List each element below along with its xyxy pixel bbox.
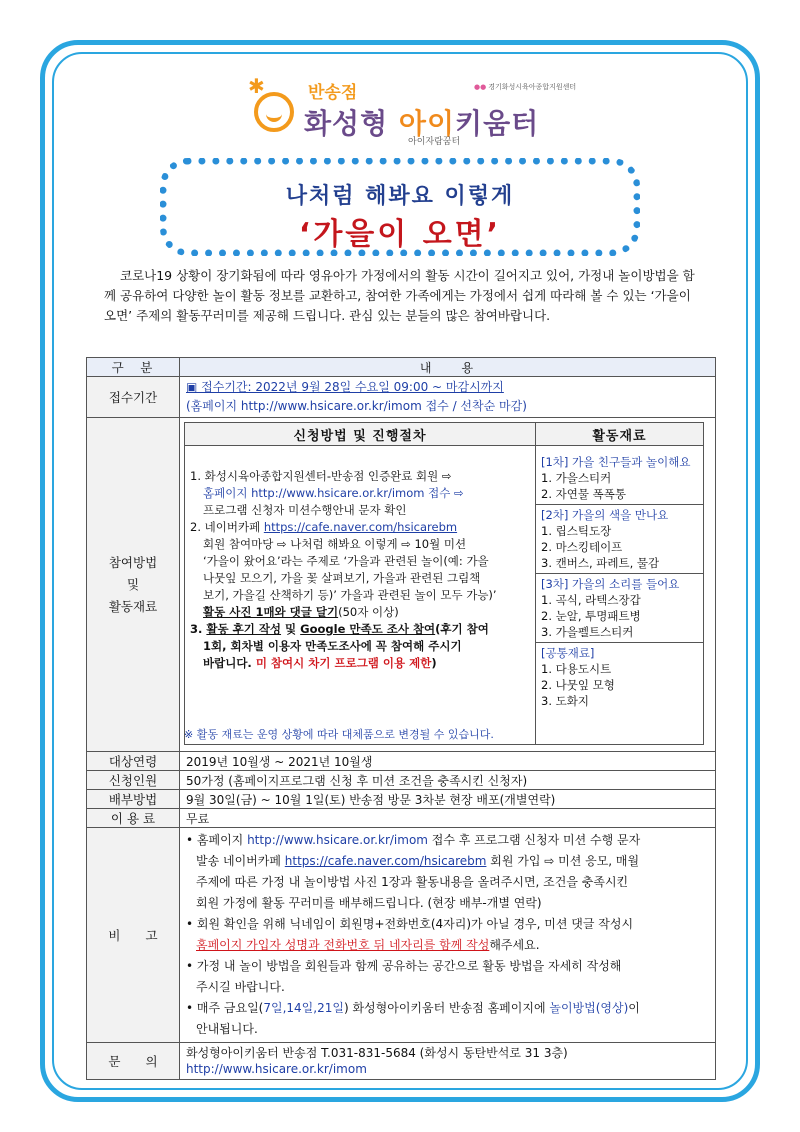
procedure-header: 신청방법 및 진행절차	[185, 423, 536, 446]
materials-header: 활동재료	[536, 423, 704, 446]
info-table	[86, 357, 716, 1080]
materials-section-common: [공통재료] 1. 다용도시트 2. 나뭇잎 모형 3. 도화지	[541, 646, 615, 708]
smile-icon	[254, 92, 294, 132]
age-value: 2019년 10월생 ~ 2021년 10월생	[180, 752, 716, 771]
reception-content	[180, 377, 716, 418]
reception-line2: (홈페이지 http://www.hsicare.or.kr/imom 접수 / 선착순 마감)	[186, 399, 527, 413]
title-box	[160, 158, 640, 256]
table-header-row	[87, 358, 716, 377]
title-line1: 나처럼 해봐요 이렇게	[285, 184, 515, 209]
participation-content	[180, 418, 716, 752]
age-label: 대상연령	[87, 752, 180, 771]
fee-label: 이 용 료	[87, 809, 180, 828]
remarks-label: 비 고	[87, 828, 180, 1043]
distribution-value: 9월 30일(금) ~ 10월 1일(토) 반송점 방문 3차분 현장 배포(개별연락)	[180, 790, 716, 809]
materials-section-2: [2차] 가을의 색을 만나요 1. 립스틱도장 2. 마스킹테이프 3. 캔버스, 파레트, 물감	[536, 505, 703, 574]
people-value: 50가정 (홈페이지프로그램 신청 후 미션 조건을 충족시킨 신청자)	[180, 771, 716, 790]
materials-section-3: [3차] 가을의 소리를 들어요 1. 곡식, 라텍스장갑 2. 눈알, 투명패트병 3. 가을펠트스티커	[536, 574, 703, 643]
row-contact	[87, 1043, 716, 1080]
title-line2: ‘가을이 오면’	[298, 217, 502, 252]
remarks-cafe-link[interactable]: https://cafe.naver.com/hsicarebm	[284, 854, 487, 868]
participation-label: 참여방법 및 활동재료	[87, 418, 180, 752]
logo-name: 화성형 아이키움터	[304, 107, 540, 140]
row-fee	[87, 809, 716, 828]
fee-value: 무료	[180, 809, 716, 828]
header-label: 구 분	[87, 358, 180, 377]
distribution-label: 배부방법	[87, 790, 180, 809]
contact-label: 문 의	[87, 1043, 180, 1080]
center-logo	[248, 74, 577, 148]
row-remarks	[87, 828, 716, 1043]
reception-line1: ▣ 접수기간: 2022년 9월 28일 수요일 09:00 ~ 마감시까지	[186, 380, 504, 394]
materials-section-1: [1차] 가을 친구들과 놀이해요 1. 가을스티커 2. 자연물 폭폭통	[536, 446, 703, 505]
materials-cell	[536, 446, 704, 745]
cafe-link[interactable]: https://cafe.naver.com/hsicarebm	[263, 520, 458, 534]
materials-note: ※ 활동 재료는 운영 상황에 따라 대체품으로 변경될 수 있습니다.	[184, 728, 494, 741]
row-people	[87, 771, 716, 790]
intro-paragraph: 코로나19 상황이 장기화됨에 따라 영유아가 가정에서의 활동 시간이 길어지고 있어, 가정내 놀이방법을 함께 공유하여 다양한 놀이 활동 정보를 교환하고, 참여한 가족에게는 가정에서 쉽게 따라해 볼 수 있는 ‘가을이 오면’ 주제의 활동꾸러미를 제공해 드립니다. 관심 있는 분들의 많은 참여바랍니다.	[104, 268, 695, 323]
logo-branch: 반송점	[308, 83, 358, 103]
contact-content: 화성형아이키움터 반송점 T.031-831-5684 (화성시 동탄반석로 31 3층) http://www.hsicare.or.kr/imom	[180, 1043, 716, 1080]
row-reception	[87, 377, 716, 418]
row-distribution	[87, 790, 716, 809]
logo-subtitle: 아이자람꿈터	[408, 137, 461, 147]
star-icon: ✱	[248, 74, 265, 98]
row-participation	[87, 418, 716, 752]
procedure-cell: 1. 화성시육아종합지원센터-반송점 인증완료 회원 ⇨ 홈페이지 http://www.hsicare.or.kr/imom 접수 ⇨ 프로그램 신청자 미션수행안내 문자 확인 2. 네이버카페 https://cafe.naver.com/hsicarebm 회원 참여마당 ⇨ 나처럼 해봐요 이렇게 ⇨ 10월 미션 ‘가을이 왔어요’라는 주제로 ‘가을과 관련된 놀이(예: 가을 나뭇잎 모으기, 가을 꽃 살펴보기, 가을과 관련된 그림책 보기, 가을길 산책하기 등)’ 가을과 관련된 놀이 모두 가능)’ 활동 사진 1매와 댓글 달기(50자 이상) 3. 활동 후기 작성 및 Google 만족도 조사 참여(후기 참여 1회, 회차별 이용자 만족도조사에 꼭 참여해 주시기 바랍니다. 미 참여시 차기 프로그램 이용 제한)	[185, 446, 536, 745]
reception-label: 접수기간	[87, 377, 180, 418]
procedure-table	[184, 422, 704, 745]
logo-center-name: ●● 경기화성시육아종합지원센터	[474, 82, 576, 92]
remarks-content: • 홈페이지 http://www.hsicare.or.kr/imom 접수 후 프로그램 신청자 미션 수행 문자 발송 네이버카페 https://cafe.naver.com/hsicarebm 회원 가입 ⇨ 미션 응모, 매월 주제에 따른 가정 내 놀이방법 사진 1장과 활동내용을 올려주시면, 조건을 충족시킨 회원 가정에 활동 꾸러미를 배부해드립니다. (현장 배부-개별 연락) • 회원 확인을 위해 닉네임이 회원명+전화번호(4자리)가 아닐 경우, 미션 댓글 작성시 홈페이지 가입자 성명과 전화번호 뒤 네자리를 함께 작성해주세요. • 가정 내 놀이 방법을 회원들과 함께 공유하는 공간으로 활동 방법을 자세히 작성해 주시길 바랍니다. • 매주 금요일(7일,14일,21일) 화성형아이키움터 반송점 홈페이지에 놀이방법(영상)이 안내됩니다.	[180, 828, 716, 1043]
header-content: 내 용	[180, 358, 716, 377]
row-age	[87, 752, 716, 771]
people-label: 신청인원	[87, 771, 180, 790]
contact-link[interactable]: http://www.hsicare.or.kr/imom	[186, 1062, 367, 1076]
